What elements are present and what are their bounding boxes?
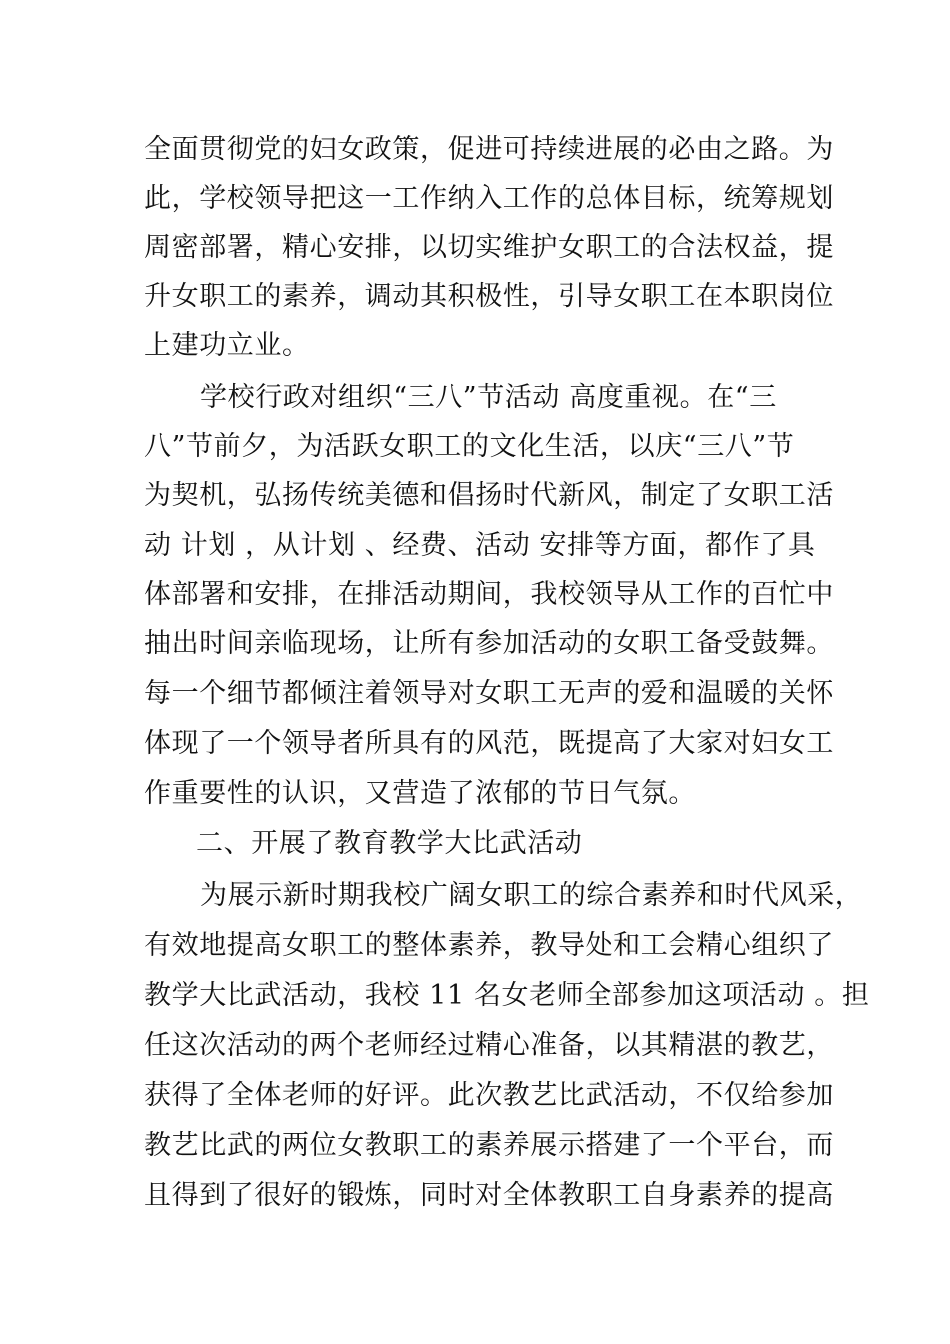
body-text-line: 作重要性的认识，又营造了浓郁的节日气氛。 [144,778,696,809]
body-text-line: 体部署和安排，在排活动期间，我校领导从工作的百忙中 [144,579,834,610]
body-text-line: 八”节前夕，为活跃女职工的文化生活，以庆“三八”节 [144,431,795,462]
body-text-line: 此，学校领导把这一工作纳入工作的总体目标，统筹规划 [144,183,834,214]
body-text-line: 学校行政对组织“三八”节活动 高度重视。在“三 [200,382,777,413]
body-text-line: 任这次活动的两个老师经过精心准备，以其精湛的教艺， [144,1030,834,1061]
body-text-line: 上建功立业。 [144,330,310,361]
body-text-line: 有效地提高女职工的整体素养，教导处和工会精心组织了 [144,930,834,961]
section-heading: 二、开展了教育教学大比武活动 [196,828,583,859]
body-text-line: 教艺比武的两位女教职工的素养展示搭建了一个平台，而 [144,1130,834,1161]
body-text-line: 动 计划 ，从计划 、经费、活动 安排等方面，都作了具 [144,530,816,561]
body-text-line: 抽出时间亲临现场，让所有参加活动的女职工备受鼓舞。 [144,628,834,659]
body-text-line: 为展示新时期我校广阔女职工的综合素养和时代风采， [200,880,863,911]
body-text-line: 且得到了很好的锻炼，同时对全体教职工自身素养的提高 [144,1180,834,1211]
body-text-line: 升女职工的素养，调动其积极性，引导女职工在本职岗位 [144,281,834,312]
body-text-line: 每一个细节都倾注着领导对女职工无声的爱和温暖的关怀 [144,678,834,709]
body-text-line: 全面贯彻党的妇女政策，促进可持续进展的必由之路。为 [144,134,834,165]
body-text-line: 教学大比武活动，我校 11 名女老师全部参加这项活动 。担 [144,980,870,1011]
body-text-line: 获得了全体老师的好评。此次教艺比武活动，不仅给参加 [144,1080,834,1111]
body-text-line: 体现了一个领导者所具有的风范，既提高了大家对妇女工 [144,728,834,759]
body-text-line: 为契机，弘扬传统美德和倡扬时代新风，制定了女职工活 [144,480,834,511]
body-text-line: 周密部署，精心安排，以切实维护女职工的合法权益，提 [144,232,834,263]
